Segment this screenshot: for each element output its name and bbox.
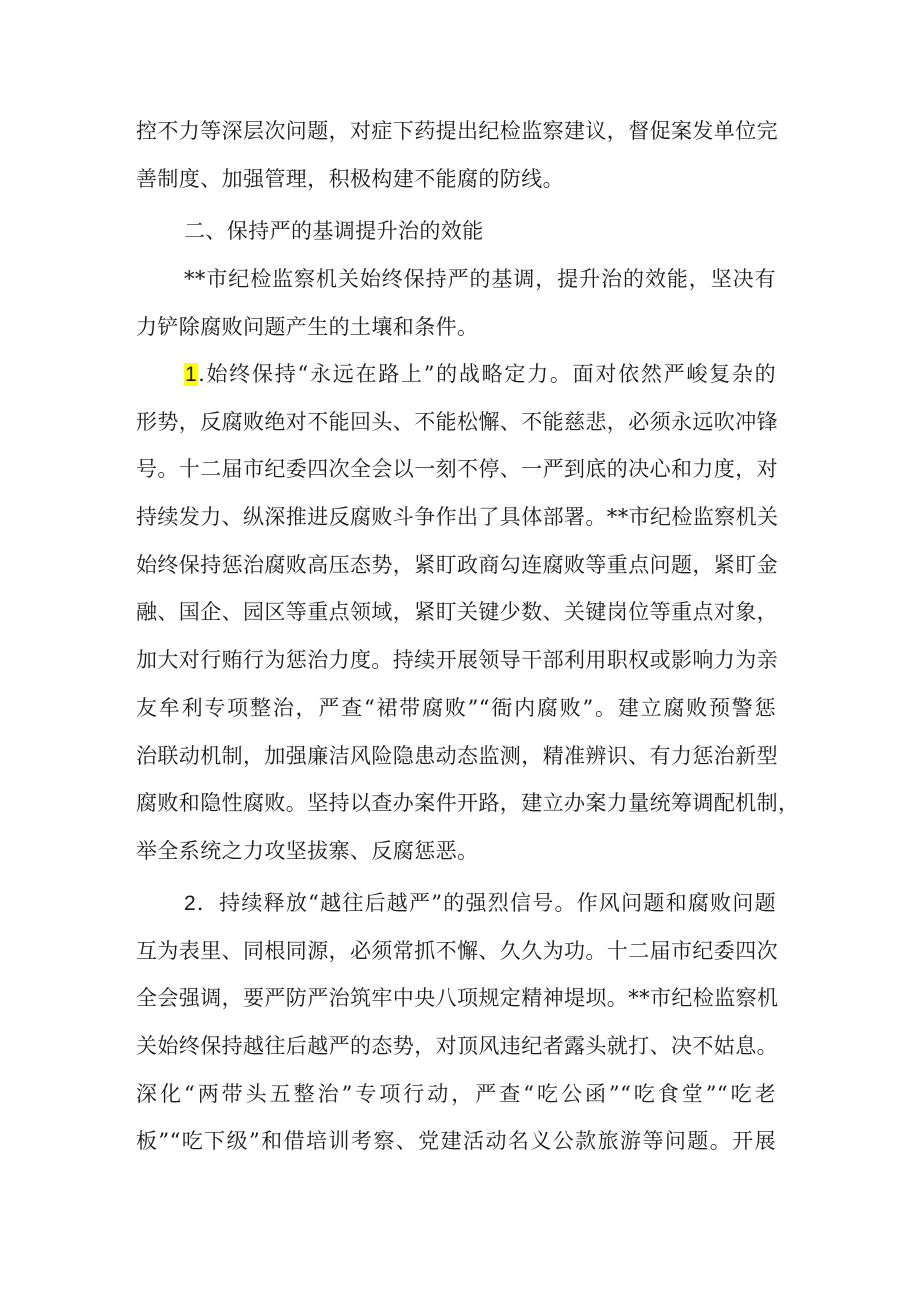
text-line: 关始终保持越往后越严的态势，对顶风违纪者露头就打、决不姑息。	[136, 1034, 778, 1059]
item-first-line	[136, 880, 776, 928]
text-line: 治联动机制，加强廉洁风险隐患动态监测，精准辨识、有力惩治新型	[136, 743, 778, 768]
text-line: 力铲除腐败问题产生的土壤和条件。	[136, 314, 479, 339]
text-line: 举全系统之力攻坚拔寨、反腐惩恶。	[136, 838, 479, 863]
text-line: 互为表里、同根同源，必须常抓不懈、久久为功。十二届市纪委四次	[136, 938, 778, 963]
text-line: 全会强调，要严防严治筑牢中央八项规定精神堤坝。**市纪检监察机	[136, 986, 779, 1011]
text-line: 板”“吃下级”和借培训考察、党建活动名义公款旅游等问题。开展	[136, 1129, 776, 1154]
text-line: .始终保持“永远在路上”的战略定力。面对依然严峻复杂的	[198, 362, 776, 386]
item-number: 2	[184, 892, 197, 915]
paragraph-intro	[136, 256, 776, 351]
paragraph-item-2	[136, 880, 779, 1166]
paragraph-item-1	[136, 351, 800, 876]
item-first-line	[136, 351, 776, 399]
text-line: **市纪检监察机关始终保持严的基调，提升治的效能，坚决有	[184, 267, 776, 291]
highlighted-item-number: 1	[185, 363, 198, 386]
paragraph-continuation	[136, 108, 776, 203]
text-line: 善制度、加强管理，积极构建不能腐的防线。	[136, 166, 564, 191]
text-line: 融、国企、园区等重点领域，紧盯关键少数、关键岗位等重点对象，	[136, 600, 778, 625]
text-line: 加大对行贿行为惩治力度。持续开展领导干部利用职权或影响力为亲	[136, 648, 778, 673]
text-line: 深化“两带头五整治”专项行动，严查“吃公函”“吃食堂”“吃老	[136, 1081, 776, 1106]
text-line: 形势，反腐败绝对不能回头、不能松懈、不能慈悲，必须永远吹冲锋	[136, 409, 778, 434]
text-line: 友牟利专项整治，严查“裙带腐败”“衙内腐败”。建立腐败预警惩	[136, 695, 776, 720]
section-heading: 二、保持严的基调提升治的效能	[184, 219, 484, 243]
text-line: 控不力等深层次问题，对症下药提出纪检监察建议，督促案发单位完	[136, 119, 778, 143]
text-line: ．持续释放“越往后越严”的强烈信号。作风问题和腐败问题	[196, 891, 776, 915]
text-line: 腐败和隐性腐败。坚持以查办案件开路，建立办案力量统筹调配机制，	[136, 791, 800, 816]
text-line: 始终保持惩治腐败高压态势，紧盯政商勾连腐败等重点问题，紧盯金	[136, 552, 778, 577]
text-line: 号。十二届市纪委四次全会以一刻不停、一严到底的决心和力度，对	[136, 457, 778, 482]
text-line: 持续发力、纵深推进反腐败斗争作出了具体部署。**市纪检监察机关	[136, 505, 779, 530]
